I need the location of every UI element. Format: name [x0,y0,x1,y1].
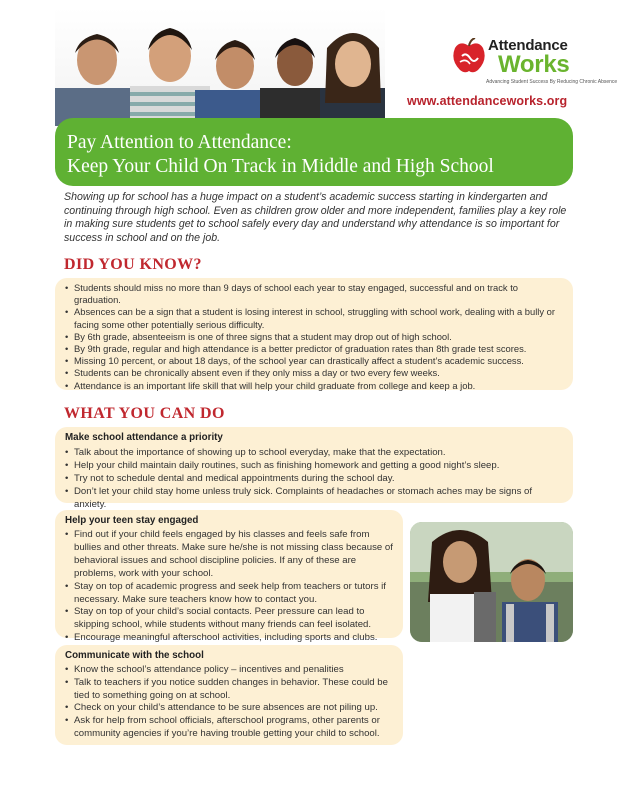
list-item: • Check on your child’s attendance to be sure absences are not piling up. [65,702,393,715]
list-item: • Know the school’s attendance policy – incentives and penalities [65,664,393,677]
title-line1: Pay Attention to Attendance: [67,132,292,153]
priority-list [65,446,563,511]
list-item: • Students should miss no more than 9 days of school each year to stay engaged, successful and on track to graduation. [65,282,563,306]
attendance-works-logo [450,34,618,94]
what-you-can-do-heading: WHAT YOU CAN DO [64,405,225,422]
list-item: • Don’t let your child stay home unless truly sick. Complaints of headaches or stomach aches may be signs of anxiety. [65,485,563,511]
logo-tagline: Advancing Student Success By Reducing Chronic Absence [486,79,618,85]
header-students-photo [55,8,385,126]
list-item: • By 9th grade, regular and high attendance is a better predictor of graduation rates than 8th grade test scores. [65,343,563,355]
list-item: • Help your child maintain daily routines, such as finishing homework and getting a good night’s sleep. [65,459,563,472]
list-item: • Talk to teachers if you notice sudden changes in behavior. These could be tied to something going on at school. [65,677,393,703]
communicate-title: Communicate with the school [65,650,204,661]
title-banner [55,118,573,186]
website-link[interactable]: www.attendanceworks.org [407,94,568,108]
communicate-list [65,664,393,741]
did-you-know-box [55,278,573,390]
list-item: • Students can be chronically absent even if they only miss a day or two every few weeks. [65,367,563,379]
list-item: • By 6th grade, absenteeism is one of three signs that a student may drop out of high school. [65,331,563,343]
list-item: • Stay on top of your child’s social contacts. Peer pressure can lead to skipping school, while students without many friends can feel isolated. [65,606,393,632]
engaged-box [55,510,403,644]
list-item: • Absences can be a sign that a student is losing interest in school, struggling with school work, dealing with a bully or facing some other potentially serious difficulty. [65,306,563,330]
did-you-know-list [65,282,563,392]
list-item: • Talk about the importance of showing up to school everyday, make that the expectation. [65,446,563,459]
list-item: • Attendance is an important life skill that will help your child graduate from college and keep a job. [65,380,563,392]
students-photo [410,522,573,642]
did-you-know-heading: DID YOU KNOW? [64,256,202,273]
priority-title: Make school attendance a priority [65,432,223,443]
list-item: • Encourage meaningful afterschool activities, including sports and clubs. [65,632,393,645]
engaged-title: Help your teen stay engaged [65,515,199,526]
communicate-box [55,645,403,745]
engaged-list [65,529,393,645]
intro-paragraph: Showing up for school has a huge impact on a student’s academic success starting in kindergarten and continuing through high school. Even as children grow older and more independent, families play a key role in making sure students get to school safely every day and understand why attendance is so important for success in school and on the job. [64,191,567,244]
list-item: • Try not to schedule dental and medical appointments during the school day. [65,472,563,485]
logo-text-line1: Attendance [488,37,568,54]
list-item: • Stay on top of academic progress and seek help from teachers or tutors if necessary. Make sure teachers know how to contact you. [65,581,393,607]
list-item: • Missing 10 percent, or about 18 days, of the school year can drastically affect a student’s academic success. [65,355,563,367]
list-item: • Find out if your child feels engaged by his classes and feels safe from bullies and other threats. Make sure he/she is not missing class because of behavioral issues and school discipline policies. If any of these are problems, work with your school. [65,529,393,581]
priority-box [55,427,573,510]
apple-icon [452,38,486,74]
list-item: • Ask for help from school officials, afterschool programs, other parents or community agencies if you’re having trouble getting your child to school. [65,715,393,741]
title-line2: Keep Your Child On Track in Middle and High School [67,156,494,177]
logo-text-line2: Works [498,51,570,78]
